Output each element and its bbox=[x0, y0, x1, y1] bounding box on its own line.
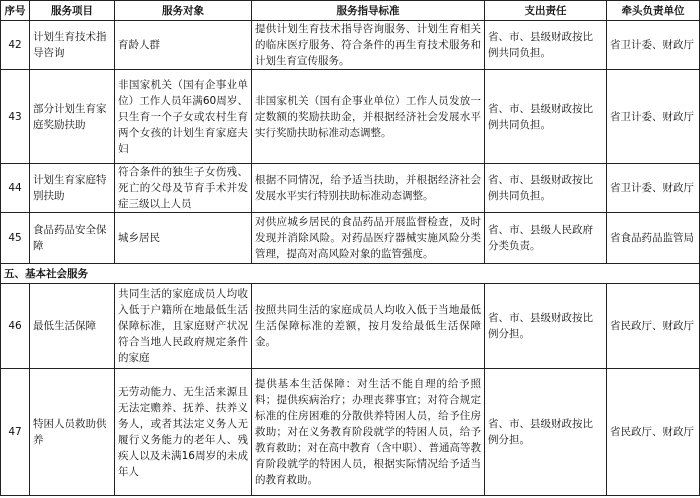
header-lead: 牵头负责单位 bbox=[607, 1, 700, 21]
funding-responsibility: 省、市、县级人民政府分类负责。 bbox=[485, 213, 607, 264]
lead-unit: 省民政厅、财政厅 bbox=[607, 284, 700, 369]
service-item: 计划生育技术指导咨询 bbox=[30, 21, 115, 70]
service-target: 育龄人群 bbox=[115, 21, 252, 70]
funding-responsibility: 省、市、县级财政按比例分担。 bbox=[485, 284, 607, 369]
lead-unit: 省卫计委、财政厅 bbox=[607, 70, 700, 164]
service-standard: 提供基本生活保障：对生活不能自理的给予照料；提供疾病治疗；办理丧葬事宜；对符合规定标准的住房困难的分散供养特困人员，给予住房救助；对在义务教育阶段就学的特困人员，给予教育救助；对在高中教育（含中职）、普通高等教育阶段就学的特困人员，根据实际情况给予适当的教育救助。 bbox=[252, 369, 485, 496]
service-standard: 根据不同情况，给予适当扶助，并根据经济社会发展水平实行特别扶助标准动态调整。 bbox=[252, 164, 485, 213]
service-item: 特困人员救助供养 bbox=[30, 369, 115, 496]
header-target: 服务对象 bbox=[115, 1, 252, 21]
table-row bbox=[1, 369, 700, 496]
row-number: 45 bbox=[1, 213, 30, 264]
service-standard: 提供计划生育技术指导咨询服务、计划生育相关的临床医疗服务、符合条件的再生育技术服务和计划生育宣传服务。 bbox=[252, 21, 485, 70]
row-number: 43 bbox=[1, 70, 30, 164]
service-target: 无劳动能力、无生活来源且无法定赡养、抚养、扶养义务人，或者其法定义务人无履行义务能力的老年人、残疾人以及未满16周岁的未成年人 bbox=[115, 369, 252, 496]
header-funding: 支出责任 bbox=[485, 1, 607, 21]
header-standard: 服务指导标准 bbox=[252, 1, 485, 21]
funding-responsibility: 省、市、县级财政按比例共同负担。 bbox=[485, 164, 607, 213]
service-standard: 对供应城乡居民的食品药品开展监督检查，及时发现并消除风险。对药品医疗器械实施风险分类管理，提高对高风险对象的监管强度。 bbox=[252, 213, 485, 264]
table-row bbox=[1, 70, 700, 164]
lead-unit: 省卫计委、财政厅 bbox=[607, 164, 700, 213]
table-row bbox=[1, 164, 700, 213]
header-seq: 序号 bbox=[1, 1, 30, 21]
table-row bbox=[1, 213, 700, 264]
service-target: 符合条件的独生子女伤残、死亡的父母及节育手术并发症三级以上人员 bbox=[115, 164, 252, 213]
row-number: 46 bbox=[1, 284, 30, 369]
funding-responsibility: 省、市、县级财政按比例共同负担。 bbox=[485, 21, 607, 70]
lead-unit: 省卫计委、财政厅 bbox=[607, 21, 700, 70]
row-number: 42 bbox=[1, 21, 30, 70]
section-row bbox=[1, 264, 700, 284]
service-item: 部分计划生育家庭奖励扶助 bbox=[30, 70, 115, 164]
header-row bbox=[1, 1, 700, 21]
lead-unit: 省食品药品监管局 bbox=[607, 213, 700, 264]
service-item: 计划生育家庭特别扶助 bbox=[30, 164, 115, 213]
header-item: 服务项目 bbox=[30, 1, 115, 21]
funding-responsibility: 省、市、县级财政按比例共同负担。 bbox=[485, 70, 607, 164]
service-item: 最低生活保障 bbox=[30, 284, 115, 369]
table-row bbox=[1, 21, 700, 70]
lead-unit: 省民政厅、财政厅 bbox=[607, 369, 700, 496]
row-number: 47 bbox=[1, 369, 30, 496]
service-target: 共同生活的家庭成员人均收入低于户籍所在地最低生活保障标准，且家庭财产状况符合当地人民政府规定条件的家庭 bbox=[115, 284, 252, 369]
service-standard: 非国家机关（国有企事业单位）工作人员发放一定数额的奖励扶助金，并根据经济社会发展水平实行奖励扶助标准动态调整。 bbox=[252, 70, 485, 164]
funding-responsibility: 省、市、县级财政按比例分担。 bbox=[485, 369, 607, 496]
service-target: 非国家机关（国有企事业单位）工作人员年满60周岁、只生育一个子女或农村生育两个女孩的计划生育家庭夫妇 bbox=[115, 70, 252, 164]
table-row bbox=[1, 284, 700, 369]
row-number: 44 bbox=[1, 164, 30, 213]
service-item: 食品药品安全保障 bbox=[30, 213, 115, 264]
section-heading: 五、基本社会服务 bbox=[1, 264, 700, 284]
service-standard: 按照共同生活的家庭成员人均收入低于当地最低生活保障标准的差额，按月发给最低生活保障金。 bbox=[252, 284, 485, 369]
service-target: 城乡居民 bbox=[115, 213, 252, 264]
